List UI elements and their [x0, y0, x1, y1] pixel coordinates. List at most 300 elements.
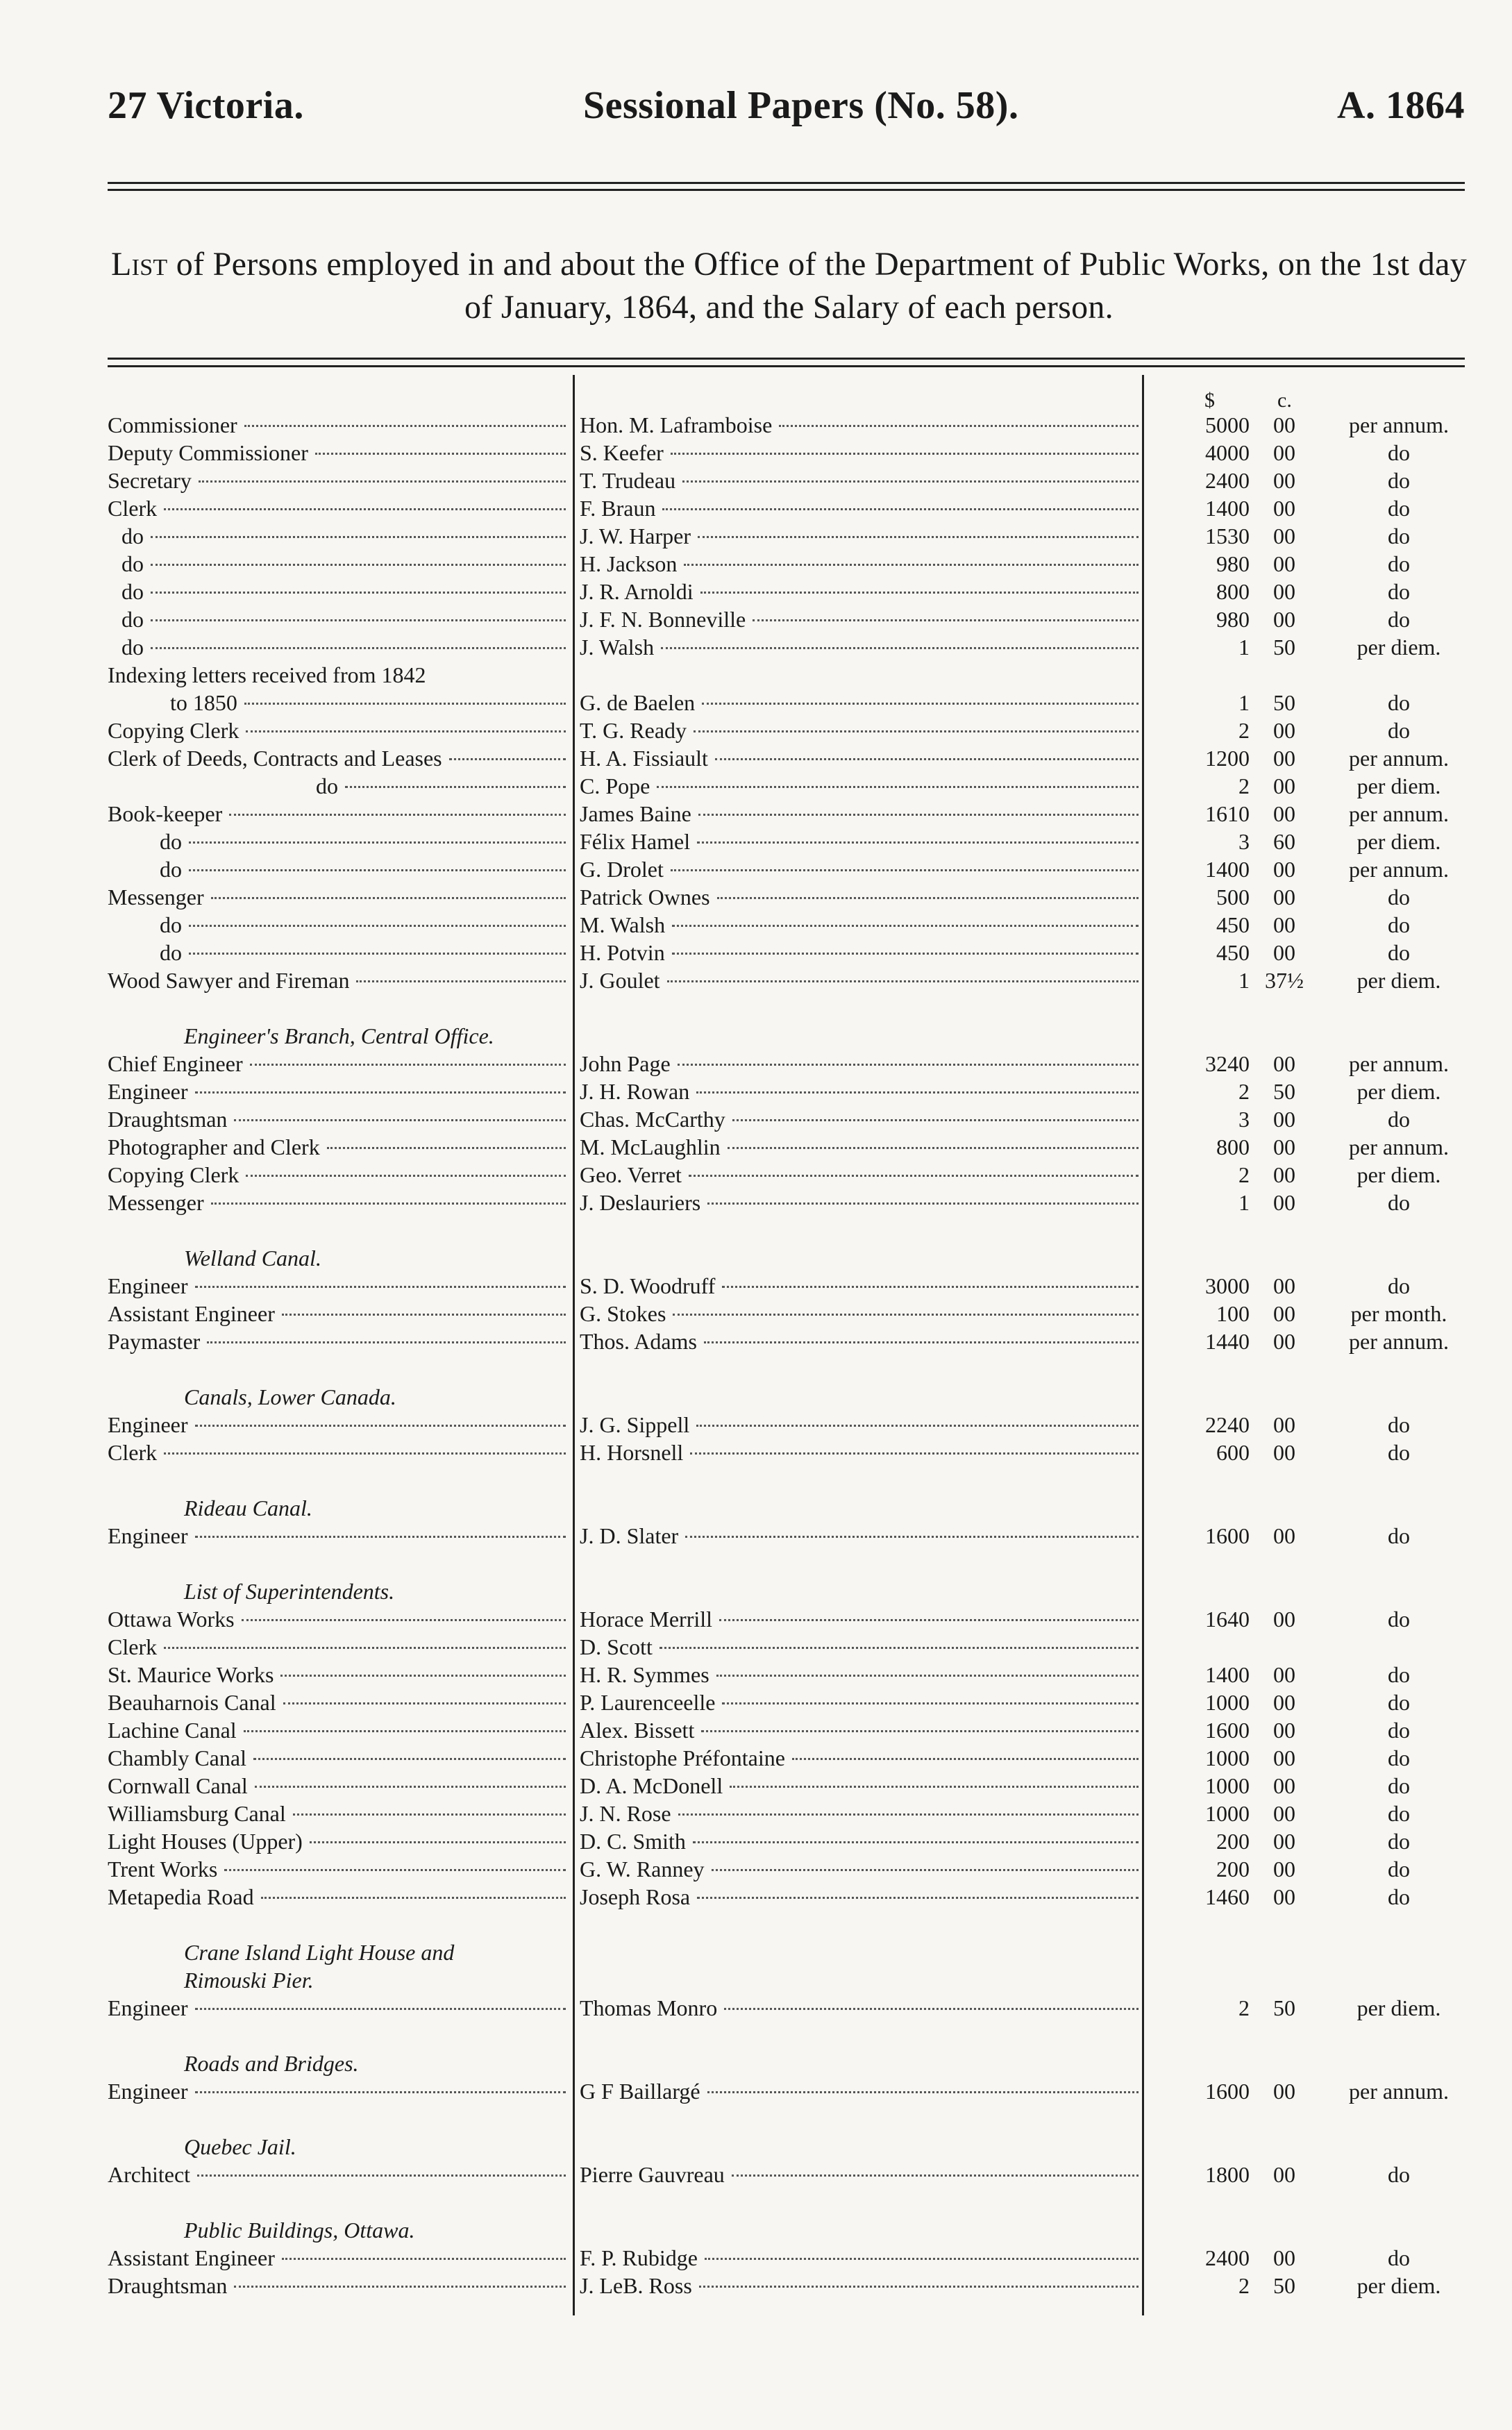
office-cell [108, 939, 566, 966]
header-year: A. 1864 [1337, 84, 1465, 127]
office-cell [108, 2272, 566, 2299]
salary-dollars: 200 [1216, 1829, 1250, 1854]
office-cell [108, 2161, 566, 2188]
dot-leader [694, 730, 1139, 732]
dot-leader [700, 591, 1139, 594]
name-cell [580, 467, 1139, 494]
person-name: P. Laurenceelle [580, 1690, 716, 1715]
dot-leader [690, 1452, 1139, 1455]
dot-leader [280, 1674, 566, 1677]
person-name: S. Keefer [580, 440, 664, 465]
office-label: Paymaster [108, 1329, 201, 1354]
office-cell [108, 1050, 566, 1078]
salary-cents: 00 [1273, 773, 1295, 798]
salary-dollars: 1 [1238, 690, 1250, 715]
person-name: S. D. Woodruff [580, 1273, 716, 1298]
office-label: Commissioner [108, 412, 237, 437]
office-cell [108, 1161, 566, 1189]
name-cell [580, 1327, 1139, 1355]
dot-leader [684, 563, 1139, 566]
person-name: Thos. Adams [580, 1329, 697, 1354]
table-row [108, 1716, 1465, 1744]
dot-leader [207, 1341, 566, 1343]
office-label: Copying Clerk [108, 1162, 240, 1187]
dot-leader [189, 952, 566, 955]
table-row [108, 1633, 1465, 1661]
salary-rate: per diem. [1356, 1995, 1441, 2020]
office-cell [108, 1744, 566, 1772]
office-label: do [121, 607, 144, 632]
name-cell [580, 1800, 1139, 1827]
dot-leader [716, 1674, 1139, 1677]
dot-leader [672, 924, 1139, 927]
name-cell [580, 1189, 1139, 1216]
table-row [108, 522, 1465, 550]
salary-cents: 00 [1273, 1301, 1295, 1326]
name-cell [580, 2077, 1139, 2105]
dot-leader [195, 1285, 566, 1288]
table-row [108, 2272, 1465, 2299]
office-cell [108, 1272, 566, 1300]
office-cell [108, 911, 566, 939]
name-cell [580, 1633, 1139, 1661]
name-cell [580, 1883, 1139, 1911]
salary-cents: 00 [1273, 551, 1295, 576]
page-title [108, 243, 1470, 329]
person-name: C. Pope [580, 773, 650, 798]
header-sessional-papers: Sessional Papers (No. 58). [583, 84, 1019, 127]
dot-leader [732, 2174, 1139, 2177]
person-name: G. de Baelen [580, 690, 696, 715]
dot-leader [657, 785, 1139, 788]
dot-leader [697, 1896, 1139, 1899]
table-row [108, 1800, 1465, 1827]
office-label: Clerk [108, 496, 158, 521]
dot-leader [195, 2090, 566, 2093]
salary-dollars: 2400 [1205, 2245, 1250, 2270]
office-label: do [121, 523, 144, 548]
person-name: G. W. Ranney [580, 1857, 705, 1882]
dot-leader [707, 2090, 1139, 2093]
dot-leader [315, 452, 566, 455]
salary-rate: per annum. [1349, 1134, 1449, 1159]
salary-dollars: 1800 [1205, 2162, 1250, 2187]
salary-cents: 00 [1273, 912, 1295, 937]
office-label: Engineer [108, 1273, 188, 1298]
office-label: Williamsburg Canal [108, 1801, 286, 1826]
salary-cents: 00 [1273, 940, 1295, 965]
salary-rate: do [1388, 1273, 1410, 1298]
dot-leader [667, 980, 1139, 982]
name-cell [580, 633, 1139, 661]
dot-leader [722, 1702, 1139, 1704]
office-label: Chief Engineer [108, 1051, 243, 1076]
table-row [108, 1133, 1465, 1161]
office-cell [108, 522, 566, 550]
dot-leader [164, 1452, 566, 1455]
dot-leader [705, 2257, 1139, 2260]
salary-cents: 00 [1273, 1051, 1295, 1076]
dot-leader [689, 1174, 1139, 1177]
person-name: G F Baillargé [580, 2079, 700, 2104]
dot-leader [250, 1063, 566, 1066]
salary-rate: per annum. [1349, 746, 1449, 771]
name-cell [580, 1439, 1139, 1466]
office-cell [108, 717, 566, 744]
person-name: H. Potvin [580, 940, 665, 965]
salary-cents: 00 [1273, 2245, 1295, 2270]
salary-rate: do [1388, 1884, 1410, 1909]
office-label: Metapedia Road [108, 1884, 254, 1909]
office-cell [108, 1633, 566, 1661]
office-cell [108, 467, 566, 494]
salary-dollars: 2240 [1205, 1412, 1250, 1437]
section-heading [108, 1577, 1465, 1605]
salary-dollars: 2 [1238, 718, 1250, 743]
office-cell [108, 1689, 566, 1716]
person-name: F. P. Rubidge [580, 2245, 698, 2270]
salary-cents: 00 [1273, 1607, 1295, 1632]
table-row [108, 717, 1465, 744]
salary-dollars: 980 [1216, 551, 1250, 576]
salary-rate: do [1388, 1440, 1410, 1465]
person-name: F. Braun [580, 496, 656, 521]
office-label: Draughtsman [108, 1107, 228, 1132]
salary-cents: 60 [1273, 829, 1295, 854]
table-row [108, 2244, 1465, 2272]
salary-cents: 00 [1273, 1523, 1295, 1548]
dot-leader [660, 1646, 1139, 1649]
salary-cents: 00 [1273, 885, 1295, 910]
name-cell [580, 966, 1139, 994]
header-session: 27 Victoria. [108, 84, 304, 127]
table-row [108, 1827, 1465, 1855]
table-row [108, 1689, 1465, 1716]
dot-leader [244, 702, 566, 705]
salary-rate: per month. [1350, 1301, 1447, 1326]
salary-rate: do [1388, 2245, 1410, 2270]
table-row [108, 911, 1465, 939]
person-name: T. Trudeau [580, 468, 676, 493]
salary-cents: 00 [1273, 579, 1295, 604]
salary-cents: 00 [1273, 1773, 1295, 1798]
salary-rate: do [1388, 523, 1410, 548]
name-cell [580, 883, 1139, 911]
office-label: do [121, 551, 144, 576]
office-label: Messenger [108, 1190, 204, 1215]
dot-leader [698, 813, 1139, 816]
salary-cents: 37½ [1265, 968, 1304, 993]
person-name: Pierre Gauvreau [580, 2162, 725, 2187]
dot-leader [715, 757, 1139, 760]
dot-leader [195, 1424, 566, 1427]
salary-dollars: 1400 [1205, 1662, 1250, 1687]
dot-leader [164, 1646, 566, 1649]
name-cell [580, 828, 1139, 855]
salary-cents: 00 [1273, 1134, 1295, 1159]
dot-leader [151, 646, 566, 649]
salary-cents: 50 [1273, 1079, 1295, 1104]
dot-leader [195, 2007, 566, 2010]
office-cell [108, 605, 566, 633]
salary-dollars: 1610 [1205, 801, 1250, 826]
person-name: J. F. N. Bonneville [580, 607, 746, 632]
dot-leader [189, 869, 566, 871]
name-cell [580, 1050, 1139, 1078]
salary-cents: 00 [1273, 1884, 1295, 1909]
person-name: J. Walsh [580, 635, 655, 660]
dot-leader [719, 1618, 1139, 1621]
person-name: Hon. M. Laframboise [580, 412, 773, 437]
salary-rate: per annum. [1349, 1329, 1449, 1354]
table-row [108, 1744, 1465, 1772]
table-row [108, 939, 1465, 966]
salary-dollars: 450 [1216, 940, 1250, 965]
salary-rate: do [1388, 1690, 1410, 1715]
office-label: Draughtsman [108, 2273, 228, 2298]
dot-leader [293, 1813, 566, 1816]
office-cell [108, 1105, 566, 1133]
table-row [108, 633, 1465, 661]
salary-rate: do [1388, 1412, 1410, 1437]
salary-dollars: 1600 [1205, 1523, 1250, 1548]
salary-rate: do [1388, 1107, 1410, 1132]
office-cell [108, 1189, 566, 1216]
office-label: Engineer [108, 1523, 188, 1548]
salary-rate: do [1388, 2162, 1410, 2187]
dot-leader [699, 2285, 1139, 2288]
office-cell [108, 800, 566, 828]
dot-leader [242, 1618, 566, 1621]
table-row [108, 467, 1465, 494]
person-name: James Baine [580, 801, 691, 826]
salary-rate: per diem. [1356, 829, 1441, 854]
dot-leader [261, 1896, 566, 1899]
office-cell [108, 439, 566, 467]
salary-cents: 00 [1273, 1745, 1295, 1770]
person-name: J. W. Harper [580, 523, 691, 548]
dot-leader [672, 952, 1139, 955]
salary-dollars: 1600 [1205, 1718, 1250, 1743]
office-cell [108, 828, 566, 855]
office-cell [108, 1411, 566, 1439]
dot-leader [707, 1202, 1139, 1205]
dollars-column-header: $ [1204, 389, 1215, 412]
title-lead: List [110, 246, 168, 283]
office-cell [108, 1661, 566, 1689]
office-cell [108, 1827, 566, 1855]
person-name: D. Scott [580, 1634, 653, 1659]
dot-leader [283, 1702, 566, 1704]
office-cell [108, 411, 566, 439]
office-cell [108, 1522, 566, 1550]
name-cell [580, 1300, 1139, 1327]
person-name: D. A. McDonell [580, 1773, 723, 1798]
salary-dollars: 2 [1238, 1995, 1250, 2020]
person-name: T. G. Ready [580, 718, 687, 743]
salary-dollars: 1 [1238, 1190, 1250, 1215]
name-cell [580, 717, 1139, 744]
salary-rate: per diem. [1356, 968, 1441, 993]
office-label: to 1850 [170, 690, 237, 715]
name-cell [580, 1272, 1139, 1300]
person-name: G. Drolet [580, 857, 664, 882]
salary-dollars: 1640 [1205, 1607, 1250, 1632]
table-row [108, 689, 1465, 717]
office-label: Secretary [108, 468, 192, 493]
office-label: do [121, 635, 144, 660]
salary-dollars: 500 [1216, 885, 1250, 910]
dot-leader [728, 1146, 1139, 1149]
name-cell [580, 772, 1139, 800]
name-cell [580, 800, 1139, 828]
dot-leader [253, 1757, 566, 1760]
name-cell [580, 550, 1139, 578]
office-label: Light Houses (Upper) [108, 1829, 303, 1854]
dot-leader [662, 508, 1139, 510]
name-cell [580, 1605, 1139, 1633]
dot-leader [682, 480, 1139, 483]
section-heading [108, 1244, 1465, 1272]
salary-cents: 00 [1273, 1162, 1295, 1187]
dot-leader [255, 1785, 566, 1788]
person-name: M. McLaughlin [580, 1134, 721, 1159]
salary-rate: per diem. [1356, 2273, 1441, 2298]
salary-cents: 00 [1273, 496, 1295, 521]
dot-leader [195, 1091, 566, 1094]
section-heading-text: Roads and Bridges. [184, 2051, 359, 2076]
salary-rate: per diem. [1356, 1162, 1441, 1187]
name-cell [580, 1716, 1139, 1744]
dot-leader [151, 591, 566, 594]
salary-cents: 00 [1273, 801, 1295, 826]
office-label: Beauharnois Canal [108, 1690, 276, 1715]
dot-leader [779, 424, 1139, 427]
table-row [108, 1605, 1465, 1633]
office-cell [108, 1772, 566, 1800]
office-cell [108, 1800, 566, 1827]
person-name: D. C. Smith [580, 1829, 686, 1854]
salary-dollars: 1200 [1205, 746, 1250, 771]
office-cell [108, 2077, 566, 2105]
salary-dollars: 1600 [1205, 2079, 1250, 2104]
person-name: J. Goulet [580, 968, 660, 993]
section-heading-text: Crane Island Light House and [184, 1940, 455, 1965]
office-label: Wood Sawyer and Fireman [108, 968, 350, 993]
person-name: J. H. Rowan [580, 1079, 690, 1104]
salary-dollars: 2 [1238, 2273, 1250, 2298]
table-row [108, 1272, 1465, 1300]
person-name: G. Stokes [580, 1301, 666, 1326]
office-label: Assistant Engineer [108, 2245, 275, 2270]
office-cell [108, 578, 566, 605]
section-heading-text: Rideau Canal. [184, 1495, 312, 1520]
person-name: J. D. Slater [580, 1523, 679, 1548]
salary-dollars: 1000 [1205, 1690, 1250, 1715]
salary-dollars: 1460 [1205, 1884, 1250, 1909]
office-label: Engineer [108, 2079, 188, 2104]
salary-dollars: 980 [1216, 607, 1250, 632]
salary-cents: 00 [1273, 857, 1295, 882]
table-row [108, 550, 1465, 578]
salary-cents: 50 [1273, 635, 1295, 660]
section-heading [108, 1938, 1465, 1966]
name-cell [580, 911, 1139, 939]
person-name: Thomas Monro [580, 1995, 718, 2020]
person-name: M. Walsh [580, 912, 666, 937]
dot-leader [722, 1285, 1139, 1288]
dot-leader [164, 508, 566, 510]
office-cell [108, 1994, 566, 2022]
dot-leader [244, 424, 566, 427]
office-label: Indexing letters received from 1842 [108, 662, 426, 687]
office-cell [108, 1439, 566, 1466]
section-heading-text: Public Buildings, Ottawa. [184, 2218, 415, 2243]
section-heading [108, 1494, 1465, 1522]
office-label: do [160, 940, 182, 965]
dot-leader [724, 2007, 1139, 2010]
table-row [108, 439, 1465, 467]
dot-leader [449, 757, 566, 760]
salary-rate: do [1388, 440, 1410, 465]
salary-cents: 50 [1273, 2273, 1295, 2298]
salary-rate: do [1388, 1773, 1410, 1798]
name-cell [580, 411, 1139, 439]
table-row [108, 1772, 1465, 1800]
office-label: Engineer [108, 1412, 188, 1437]
name-cell [580, 1827, 1139, 1855]
salary-dollars: 3000 [1205, 1273, 1250, 1298]
table-row [108, 578, 1465, 605]
office-label: St. Maurice Works [108, 1662, 274, 1687]
person-name: J. N. Rose [580, 1801, 671, 1826]
salary-cents: 00 [1273, 2079, 1295, 2104]
name-cell [580, 744, 1139, 772]
name-cell [580, 1522, 1139, 1550]
salary-rate: do [1388, 1829, 1410, 1854]
salary-dollars: 2 [1238, 1162, 1250, 1187]
dot-leader [671, 452, 1139, 455]
office-cell [108, 2244, 566, 2272]
salary-dollars: 1000 [1205, 1745, 1250, 1770]
person-name: H. Jackson [580, 551, 678, 576]
salary-dollars: 1530 [1205, 523, 1250, 548]
office-label: Deputy Commissioner [108, 440, 308, 465]
salary-dollars: 800 [1216, 579, 1250, 604]
dot-leader [673, 1313, 1139, 1316]
person-name: Christophe Préfontaine [580, 1745, 785, 1770]
salary-dollars: 1 [1238, 635, 1250, 660]
office-label: do [121, 579, 144, 604]
section-heading-text: Welland Canal. [184, 1246, 321, 1271]
name-cell [580, 689, 1139, 717]
person-name: Alex. Bissett [580, 1718, 695, 1743]
section-heading [108, 2133, 1465, 2161]
table-row [108, 1189, 1465, 1216]
person-name: J. R. Arnoldi [580, 579, 694, 604]
salary-rate: do [1388, 496, 1410, 521]
person-name: J. Deslauriers [580, 1190, 701, 1215]
dot-leader [310, 1841, 566, 1843]
table-row [108, 494, 1465, 522]
office-cell [108, 494, 566, 522]
name-cell [580, 439, 1139, 467]
section-heading-text: Rimouski Pier. [184, 1968, 314, 1993]
name-cell [580, 1161, 1139, 1189]
office-cell [108, 1883, 566, 1911]
table-row [108, 1883, 1465, 1911]
salary-dollars: 1400 [1205, 496, 1250, 521]
